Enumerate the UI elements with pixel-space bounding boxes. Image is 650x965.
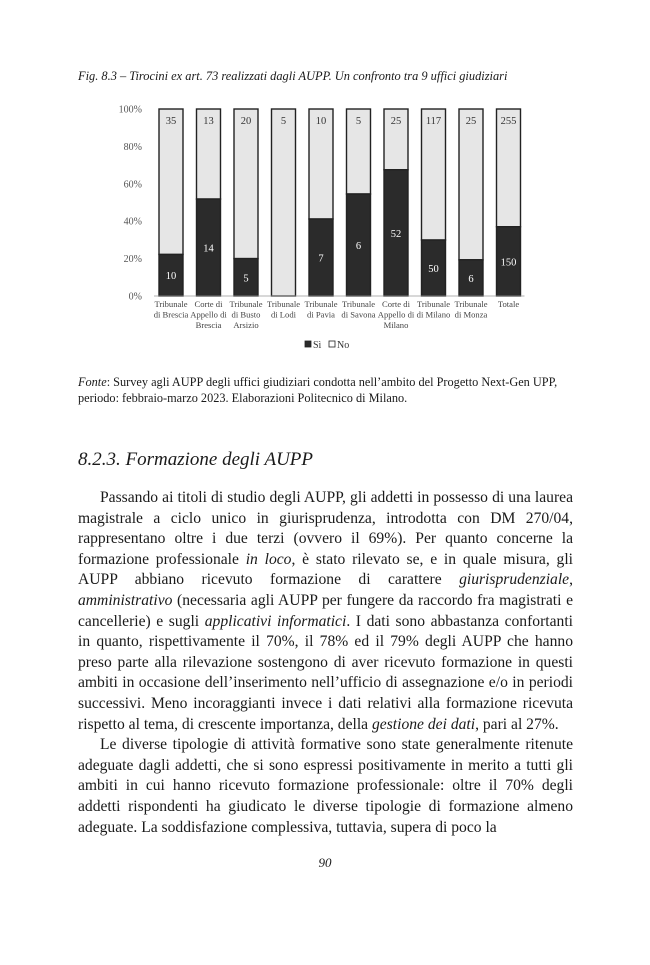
text-run: , pari al 27%.	[475, 715, 559, 733]
y-tick-label: 100%	[118, 104, 142, 116]
italic-run: in loco	[245, 550, 292, 568]
bar-segment-no	[422, 109, 446, 240]
category-label: Milano	[383, 320, 409, 330]
data-label-si: 150	[500, 257, 517, 269]
category-label: Tribunale	[154, 299, 188, 309]
category-label: Tribunale	[266, 299, 301, 309]
data-label-si: 6	[468, 273, 474, 285]
data-label-no: 10	[315, 116, 327, 127]
category-label: Appello di	[377, 309, 415, 320]
category-label: Brescia	[195, 320, 222, 330]
page-number: 90	[318, 855, 332, 870]
section-title: 8.2.3. Formazione degli AUPP	[78, 449, 314, 470]
data-label-no: 35	[165, 116, 177, 127]
text-run: ,	[569, 571, 573, 589]
legend-label-si: Sì	[313, 340, 322, 351]
legend-swatch-no	[329, 341, 335, 347]
y-tick-label: 60%	[123, 179, 142, 191]
category-label: Tribunale	[341, 299, 376, 309]
category-label: di Brescia	[153, 309, 189, 320]
category-label: Appello di	[190, 309, 227, 320]
data-label-no: 25	[465, 116, 477, 127]
italic-run: applicativi informatici	[204, 612, 347, 630]
legend-label-no: No	[337, 340, 350, 351]
italic-run: giurisprudenziale	[459, 571, 570, 589]
category-label: di Lodi	[270, 309, 297, 320]
category-label: Corte di	[382, 299, 410, 309]
figure-source	[78, 374, 578, 406]
data-label-no: 255	[500, 116, 517, 127]
text-run: Le diverse tipologie di attività formative sono state generalmente ritenute adeguate dagli addetti, che si sono espressi positivamente in merito a tutti gli ambiti in cui hanno ricevuto formazione professionale: oltre il 70% degli addetti rispondenti ha giudicato le diverse tipologie di formazione almeno adeguate. La soddisfazione complessiva, tuttavia, supera di poco la	[78, 736, 573, 836]
data-label-si: 50	[428, 264, 439, 276]
data-label-si: 10	[165, 271, 177, 283]
text-run: , è stato rilevato se, e in quale misura, gli AUPP abbiano ricevuto formazione di carattere	[78, 550, 573, 589]
data-label-no: 5	[355, 116, 362, 127]
source-label: Fonte	[78, 375, 107, 389]
text-run: (necessaria agli AUPP per fungere da raccordo fra magistrati e cancellerie) e sugli	[78, 591, 573, 630]
bar-segment-no	[272, 109, 296, 296]
category-label: Tribunale	[229, 299, 263, 309]
data-label-si: 14	[203, 243, 214, 255]
data-label-si: 6	[355, 241, 362, 252]
text-run: . I dati sono abbastanza confortanti in quanto, rispettivamente il 70%, il 78% ed il 79% degli AUPP che hanno preso parte alla rilevazione sostengono di aver ricevuto formazione in questi ambiti in occasione dell’inserimento nell’ufficio di assegnazione e/o in periodi successivi. Meno incoraggianti invece i dati relativi alla formazione ricevuta rispetto al tema, di crescente importanza, della	[78, 612, 573, 733]
italic-run: gestione dei dati	[372, 715, 476, 733]
bar-segment-no	[459, 109, 483, 260]
body-text	[78, 488, 573, 838]
category-label: di Monza	[454, 309, 488, 320]
italic-run: amministrativo	[78, 591, 173, 609]
category-label: Corte di	[194, 299, 223, 309]
bar-segment-no	[159, 109, 183, 254]
data-label-no: 25	[390, 116, 402, 127]
data-label-si: 7	[318, 253, 324, 265]
y-tick-label: 80%	[123, 141, 142, 153]
category-label: di Milano	[416, 309, 451, 320]
category-label: di Busto	[231, 309, 261, 320]
data-label-si: 5	[243, 273, 249, 285]
category-label: di Pavia	[307, 309, 335, 320]
source-text: : Survey agli AUPP degli uffici giudiziari condotta nell’ambito del Progetto Next-Gen UPP, periodo: febbraio-marzo 2023. Elaborazioni Politecnico di Milano.	[78, 375, 558, 405]
data-label-no: 5	[280, 116, 287, 127]
y-tick-label: 20%	[123, 254, 142, 266]
text-run: Passando ai titoli di studio degli AUPP, gli addetti in possesso di una laurea magistrale a ciclo unico in giurisprudenza, introdotta con DM 270/04, rappresentano oltre i due terzi (ovvero il 69%). Per quanto concerne la formazione professionale	[78, 489, 573, 568]
category-label: Tribunale	[454, 299, 488, 309]
data-label-no: 13	[203, 116, 214, 127]
figure-caption: Fig. 8.3 – Tirocini ex art. 73 realizzati dagli AUPP. Un confronto tra 9 uffici giudiziari	[78, 69, 508, 83]
paragraph-2	[78, 735, 573, 838]
category-label: Totale	[497, 299, 520, 309]
legend-swatch-si	[305, 341, 311, 347]
y-tick-label: 40%	[123, 216, 142, 228]
data-label-no: 20	[240, 116, 252, 127]
category-label: Arsizio	[233, 320, 259, 330]
data-label-no: 117	[425, 116, 442, 127]
category-label: Tribunale	[304, 299, 338, 309]
y-tick-label: 0%	[128, 291, 142, 303]
category-label: Tribunale	[416, 299, 451, 309]
bar-segment-no	[234, 109, 258, 259]
category-label: di Savona	[341, 309, 376, 320]
stacked-bar-chart	[108, 96, 528, 366]
paragraph-1	[78, 488, 573, 735]
data-label-si: 52	[390, 228, 402, 240]
